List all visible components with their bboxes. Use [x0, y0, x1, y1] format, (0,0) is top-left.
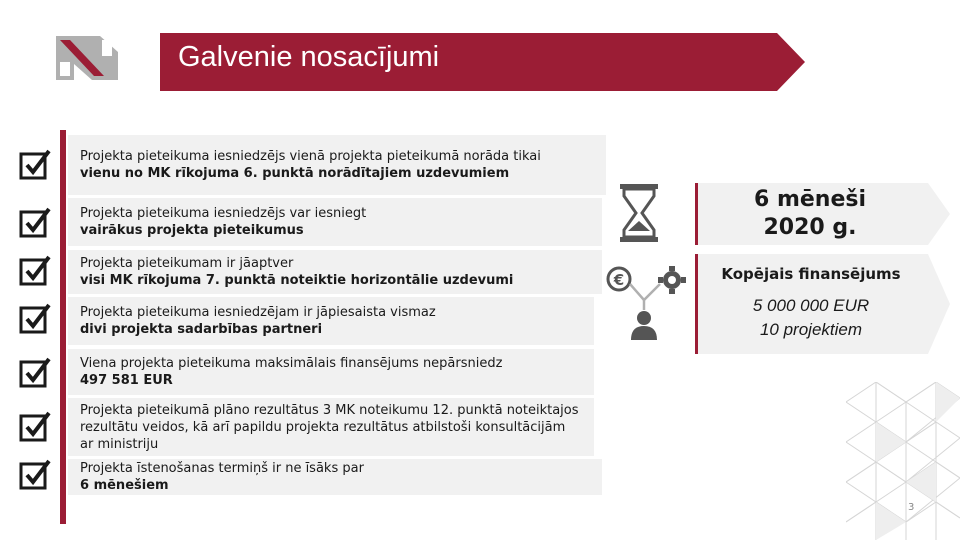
- accent-divider: [60, 130, 66, 524]
- duration-year: 2020 g.: [763, 215, 857, 240]
- funding-projects: 10 projektiem: [759, 320, 863, 339]
- checkbox-checked-icon: [18, 302, 52, 336]
- triangle-pattern: [846, 382, 960, 540]
- page-number: 3: [908, 502, 915, 513]
- checkbox-checked-icon: [18, 206, 52, 240]
- condition-item: Viena projekta pieteikuma maksimālais finansējums nepārsniedz 497 581 EUR: [68, 349, 594, 395]
- svg-text:€: €: [613, 271, 625, 289]
- condition-item: Projekta pieteikuma iesniedzējs vienā projekta pieteikumā norāda tikai vienu no MK rīkojuma 6. punktā norādītajiem uzdevumiem: [68, 135, 606, 195]
- condition-item: Projekta pieteikuma iesniedzējam ir jāpiesaista vismaz divi projekta sadarbības partneri: [68, 297, 594, 345]
- condition-item: Projekta pieteikumam ir jāaptver visi MK rīkojuma 7. punktā noteiktie horizontālie uzdevumi: [68, 250, 602, 294]
- checkbox-checked-icon: [18, 410, 52, 444]
- funding-title: Kopējais finansējums: [721, 265, 901, 283]
- page-title: Galvenie nosacījumi: [178, 41, 440, 73]
- funding-currency: EUR: [833, 296, 870, 315]
- checkbox-checked-icon: [18, 254, 52, 288]
- checkbox-checked-icon: [18, 458, 52, 492]
- hourglass-icon: [618, 182, 660, 244]
- condition-item: Projekta pieteikumā plāno rezultātus 3 MK noteikumu 12. punktā noteiktajos rezultātu veidos, kā arī papildu projekta rezultātus atbilstoši konsultācijām ar ministriju: [68, 398, 594, 456]
- condition-item: Projekta pieteikuma iesniedzējs var iesniegt vairākus projekta pieteikumus: [68, 198, 602, 246]
- title-banner: [160, 33, 805, 91]
- duration-months: 6 mēneši: [753, 187, 867, 212]
- euro-gear-person-icon: [604, 262, 690, 342]
- checkbox-checked-icon: [18, 356, 52, 390]
- funding-amount: 5 000 000: [752, 296, 829, 315]
- duration-panel: [695, 183, 950, 245]
- condition-item: Projekta īstenošanas termiņš ir ne īsāks par 6 mēnešiem: [68, 459, 602, 495]
- brand-logo: [54, 32, 120, 84]
- funding-panel: [695, 254, 950, 354]
- checkbox-checked-icon: [18, 148, 52, 182]
